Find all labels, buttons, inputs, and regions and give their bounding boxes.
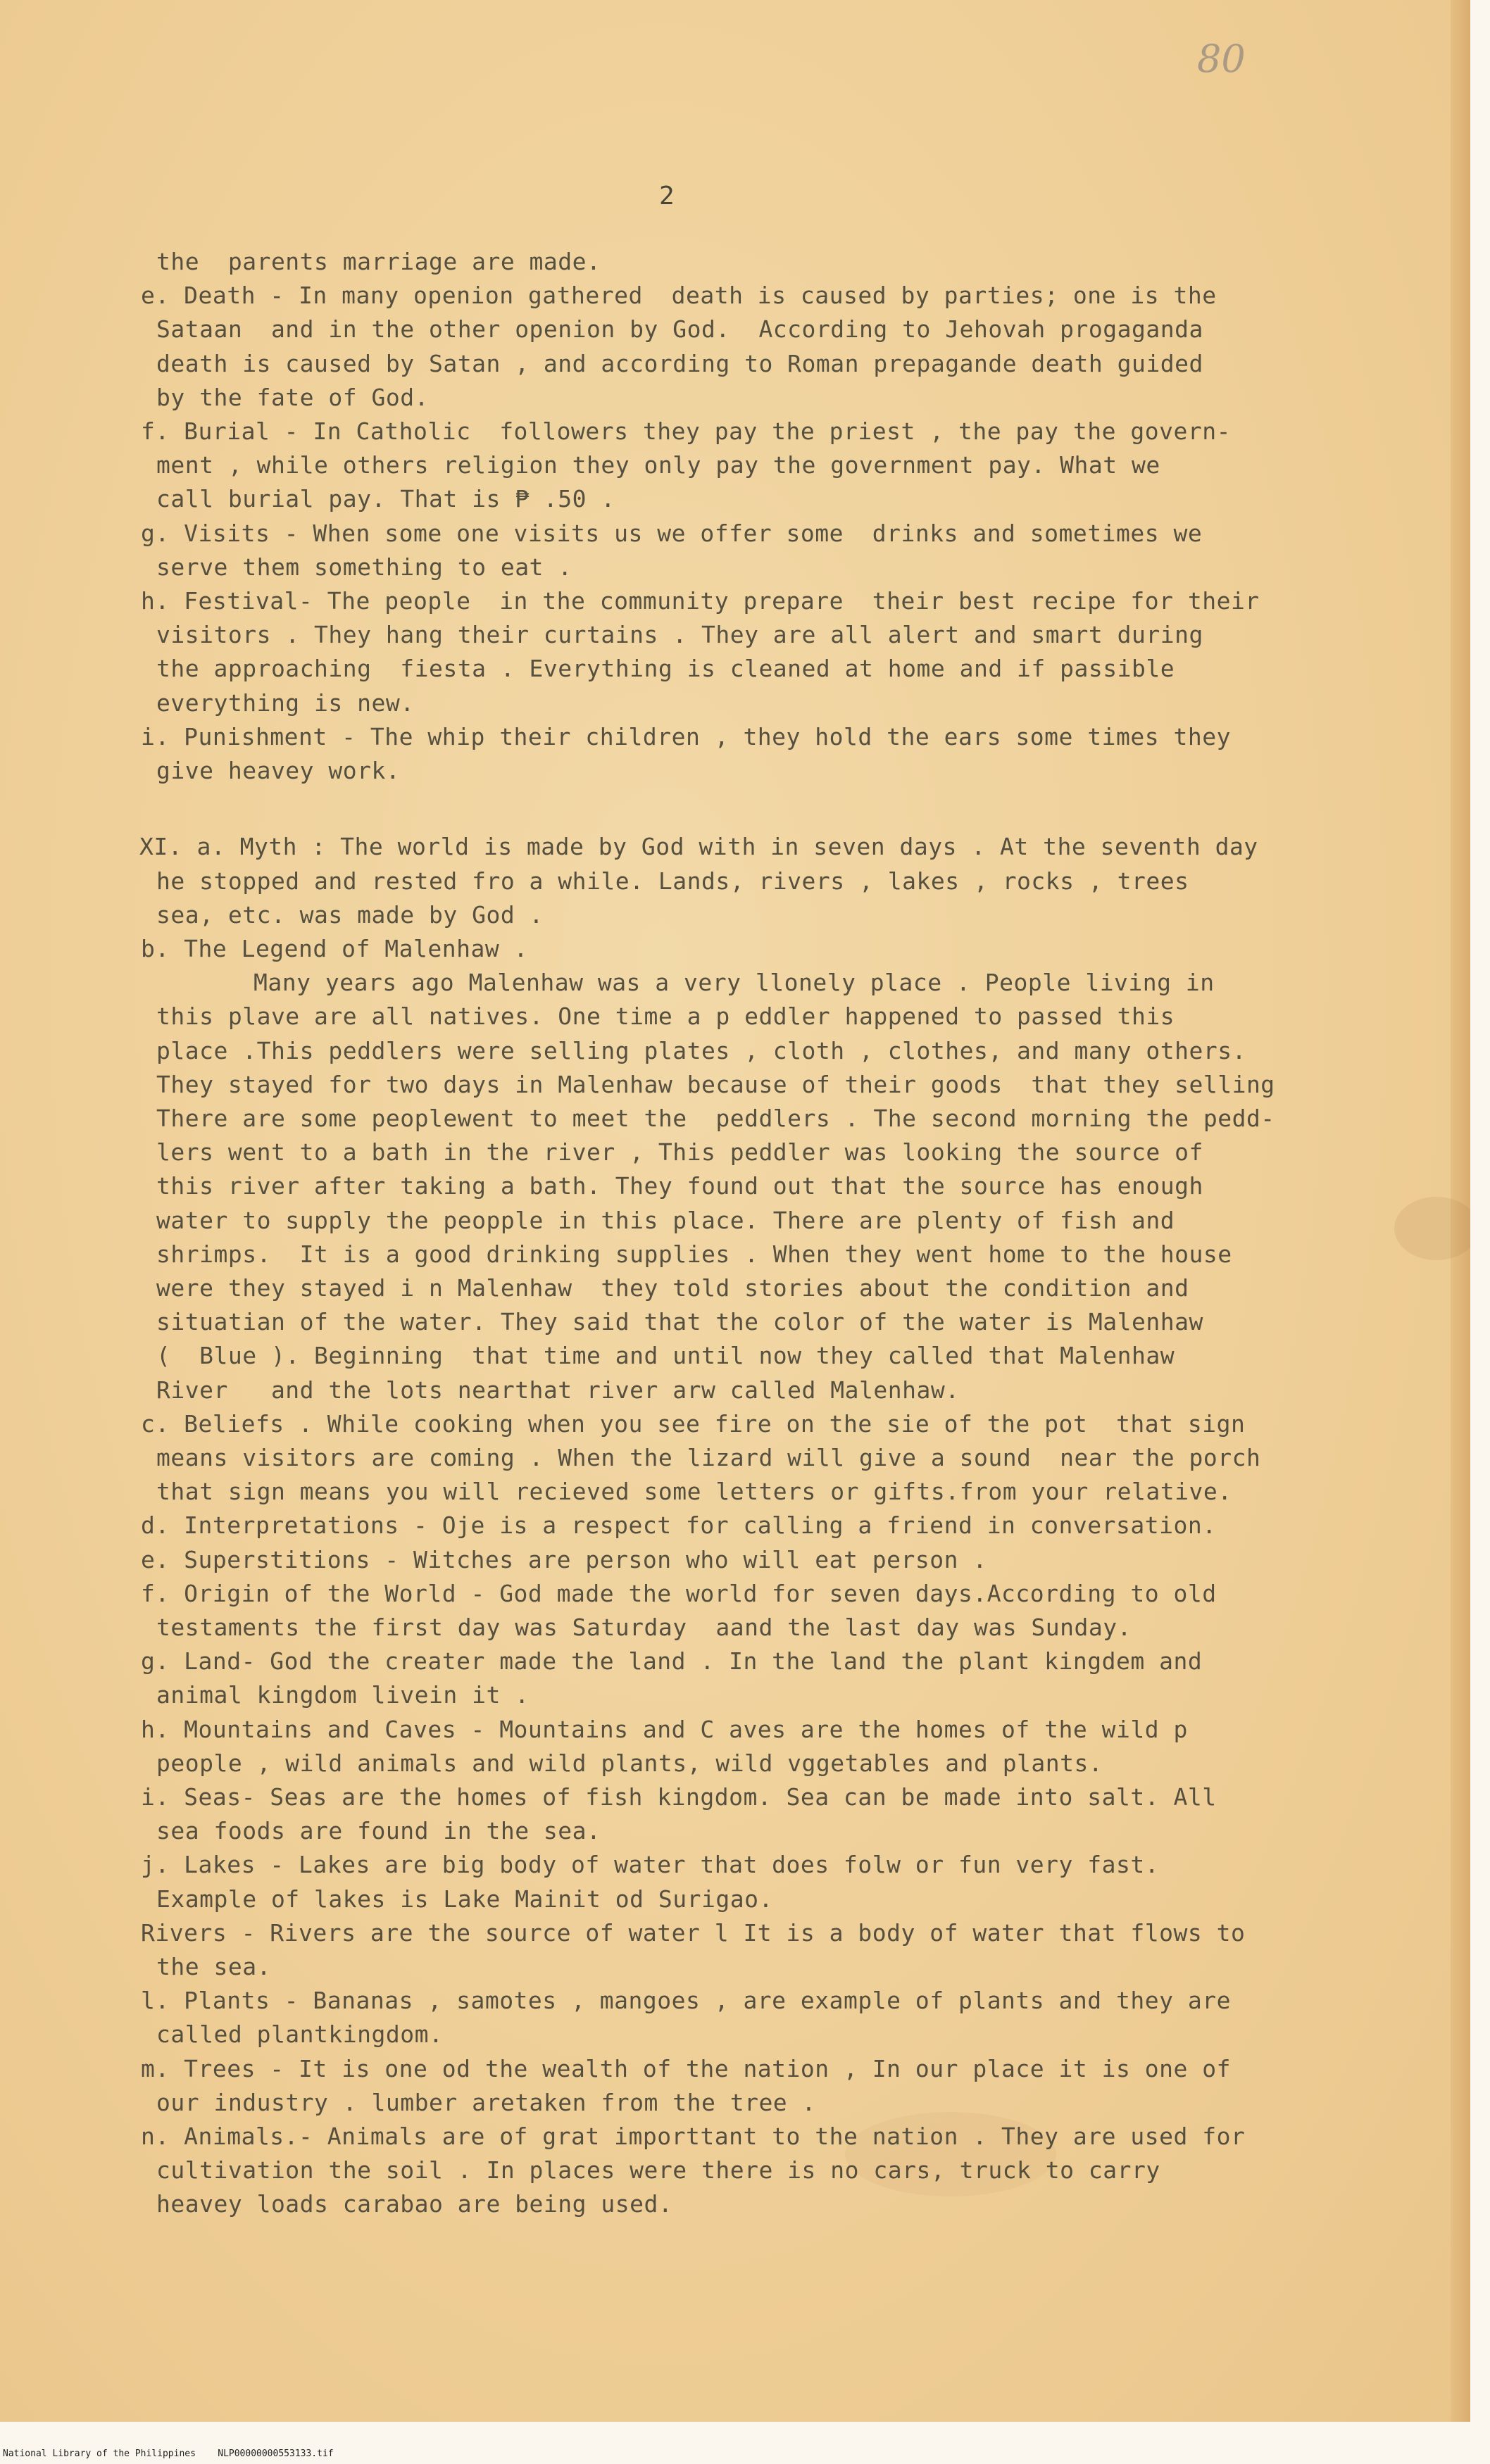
text-line: m. Trees - It is one od the wealth of the nation , In our place it is one of — [141, 2054, 1231, 2082]
text-line: the sea. — [156, 1953, 271, 1980]
paper-stain — [1394, 1197, 1470, 1260]
text-line: e. Death - In many openion gathered death is caused by parties; one is the — [141, 282, 1217, 310]
text-line: place .This peddlers were selling plates , cloth , clothes, and many others. — [156, 1036, 1246, 1064]
text-line: h. Festival- The people in the community prepare their best recipe for their — [141, 587, 1260, 615]
text-line: sea foods are found in the sea. — [156, 1817, 601, 1845]
text-line: death is caused by Satan , and according to Roman prepagande death guided — [156, 349, 1203, 377]
text-line: called plantkingdom. — [156, 2020, 444, 2049]
text-line: the approaching fiesta . Everything is cleaned at home and if passible — [156, 655, 1175, 683]
text-line: l. Plants - Bananas , samotes , mangoes , are example of plants and they are — [141, 1987, 1231, 2015]
text-line: n. Animals.- Animals are of grat importtant to the nation . They are used for — [141, 2123, 1246, 2150]
handwritten-page-number: 80 — [1197, 37, 1246, 81]
page-number: 2 — [659, 182, 675, 210]
text-line: f. Origin of the World - God made the world for seven days.According to old — [141, 1579, 1217, 1607]
text-line: visitors . They hang their curtains . They are all alert and smart during — [156, 621, 1203, 649]
text-line: testaments the first day was Saturday aand the last day was Sunday. — [156, 1614, 1132, 1641]
text-line: c. Beliefs . While cooking when you see fire on the sie of the pot that sign — [141, 1409, 1246, 1438]
text-line: h. Mountains and Caves - Mountains and C aves are the homes of the wild p — [141, 1715, 1188, 1743]
text-line: serve them something to eat . — [156, 553, 572, 581]
text-line: people , wild animals and wild plants, wild vggetables and plants. — [156, 1749, 1103, 1777]
text-line: i. Punishment - The whip their children , they hold the ears some times they — [141, 722, 1231, 750]
text-line: he stopped and rested fro a while. Lands, rivers , lakes , rocks , trees — [156, 867, 1189, 895]
text-line: this plave are all natives. One time a p eddler happened to passed this — [156, 1002, 1175, 1031]
text-line: They stayed for two days in Malenhaw because of their goods that they selling — [156, 1070, 1275, 1098]
text-line: cultivation the soil . In places were there is no cars, truck to carry — [156, 2156, 1160, 2185]
text-line: shrimps. It is a good drinking supplies . When they went home to the house — [156, 1240, 1232, 1268]
text-line: give heavey work. — [156, 757, 401, 784]
text-line: j. Lakes - Lakes are big body of water that does folw or fun very fast. — [141, 1851, 1160, 1879]
text-line: Example of lakes is Lake Mainit od Surigao. — [156, 1885, 773, 1913]
text-line: means visitors are coming . When the lizard will give a sound near the porch — [156, 1444, 1261, 1471]
text-line: our industry . lumber aretaken from the tree . — [156, 2088, 816, 2116]
text-line: There are some peoplewent to meet the peddlers . The second morning the pedd- — [156, 1105, 1275, 1132]
text-line: were they stayed i n Malenhaw they told stories about the condition and — [156, 1274, 1189, 1302]
text-line: Rivers - Rivers are the source of water l It is a body of water that flows to — [141, 1918, 1246, 1947]
text-line: by the fate of God. — [156, 383, 429, 411]
text-line: b. The Legend of Malenhaw . — [141, 935, 528, 962]
text-line: ( Blue ). Beginning that time and until now they called that Malenhaw — [156, 1342, 1175, 1370]
text-line: XI. a. Myth : The world is made by God with in seven days . At the seventh day — [139, 833, 1258, 861]
text-line: situatian of the water. They said that the color of the water is Malenhaw — [156, 1308, 1203, 1336]
text-line: Many years ago Malenhaw was a very llonely place . People living in — [253, 969, 1215, 997]
text-line: i. Seas- Seas are the homes of fish kingdom. Sea can be made into salt. All — [141, 1783, 1217, 1811]
text-line: Sataan and in the other openion by God. According to Jehovah progaganda — [156, 315, 1203, 344]
text-line: d. Interpretations - Oje is a respect for calling a friend in conversation. — [141, 1511, 1217, 1540]
text-line: ment , while others religion they only pay the government pay. What we — [156, 451, 1160, 479]
text-line: g. Land- God the creater made the land . In the land the plant kingdem and — [141, 1647, 1203, 1676]
text-line: River and the lots nearthat river arw called Malenhaw. — [156, 1376, 960, 1404]
text-line: the parents marriage are made. — [156, 248, 601, 275]
text-line: animal kingdom livein it . — [156, 1681, 530, 1709]
text-line: lers went to a bath in the river , This peddler was looking the source of — [156, 1138, 1203, 1167]
text-line: this river after taking a bath. They found out that the source has enough — [156, 1172, 1203, 1200]
text-line: e. Superstitions - Witches are person who will eat person . — [141, 1545, 987, 1573]
text-line: call burial pay. That is ₱ .50 . — [156, 485, 615, 513]
text-line: g. Visits - When some one visits us we offer some drinks and sometimes we — [141, 519, 1203, 547]
text-line: water to supply the peopple in this place. There are plenty of fish and — [156, 1206, 1175, 1234]
text-line: f. Burial - In Catholic followers they pay the priest , the pay the govern- — [141, 417, 1231, 445]
text-line: sea, etc. was made by God . — [156, 900, 544, 929]
text-line: everything is new. — [156, 689, 415, 717]
text-line: that sign means you will recieved some letters or gifts.from your relative. — [156, 1478, 1232, 1506]
scan-footer: National Library of the Philippines NLP00000000553133.tif — [3, 2449, 334, 2459]
text-line: heavey loads carabao are being used. — [156, 2190, 673, 2218]
